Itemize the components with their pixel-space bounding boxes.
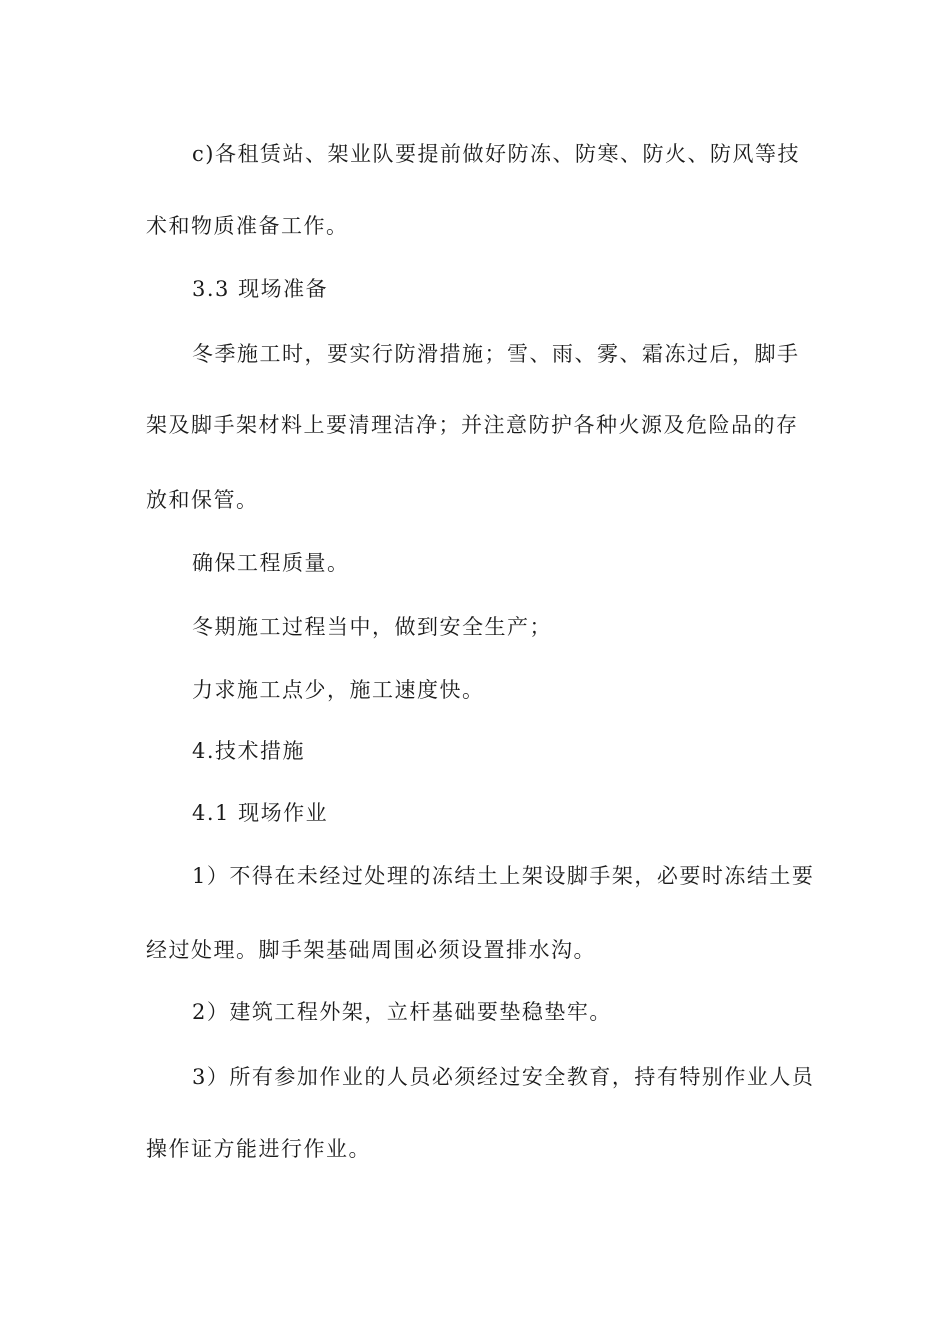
- paragraph-winter-line-3: 放和保管。: [146, 488, 259, 512]
- item-1-line-2: 经过处理。脚手架基础周围必须设置排水沟。: [146, 938, 596, 962]
- item-3-line-1: 3）所有参加作业的人员必须经过安全教育，持有特别作业人员: [192, 1065, 815, 1089]
- paragraph-quality: 确保工程质量。: [192, 551, 350, 575]
- item-3-line-2: 操作证方能进行作业。: [146, 1137, 371, 1161]
- item-2: 2）建筑工程外架，立杆基础要垫稳垫牢。: [192, 1000, 612, 1024]
- paragraph-safety: 冬期施工过程当中，做到安全生产；: [192, 615, 552, 639]
- item-1-line-1: 1）不得在未经过处理的冻结土上架设脚手架，必要时冻结土要: [192, 864, 815, 888]
- paragraph-winter-line-2: 架及脚手架材料上要清理洁净；并注意防护各种火源及危险品的存: [146, 413, 799, 437]
- paragraph-speed: 力求施工点少，施工速度快。: [192, 678, 485, 702]
- section-heading-3-3: 3.3 现场准备: [192, 277, 329, 301]
- section-heading-4: 4.技术措施: [192, 739, 306, 763]
- paragraph-c-line-1: c)各租赁站、架业队要提前做好防冻、防寒、防火、防风等技: [192, 142, 800, 166]
- section-heading-4-1: 4.1 现场作业: [192, 801, 329, 825]
- paragraph-c-line-2: 术和物质准备工作。: [146, 214, 349, 238]
- paragraph-winter-line-1: 冬季施工时，要实行防滑措施；雪、雨、雾、霜冻过后，脚手: [192, 342, 800, 366]
